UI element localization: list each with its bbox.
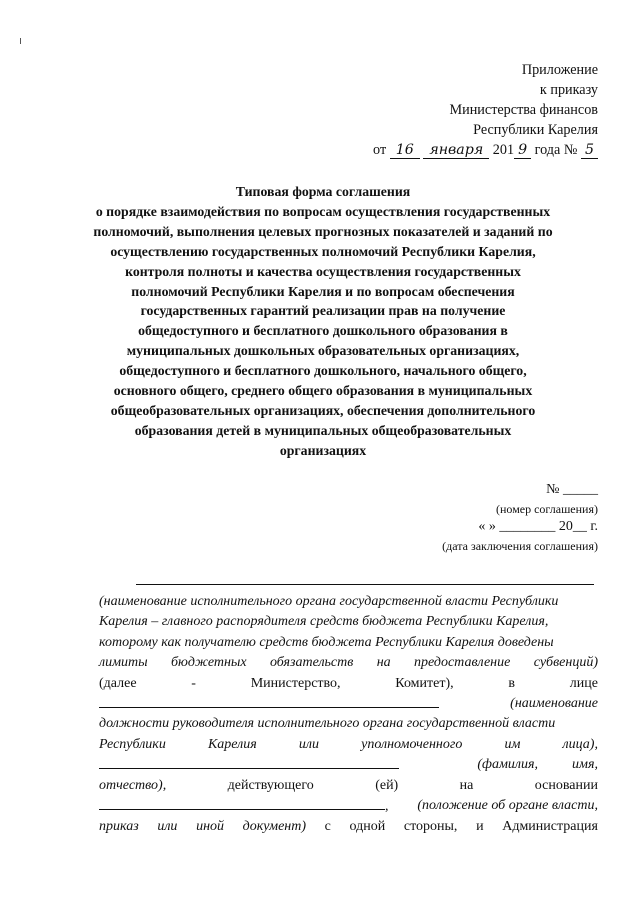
appendix-line: Министерства финансов	[449, 102, 598, 118]
word: стороны,	[403, 819, 458, 835]
word: Республики	[99, 736, 166, 752]
word: с	[324, 819, 331, 835]
scan-artifact	[20, 38, 21, 44]
body-line	[99, 714, 598, 734]
title-line: общеобразовательных организациях, обеспечения дополнительного	[110, 402, 536, 418]
document-title	[78, 182, 568, 461]
text: Карелия – главного распорядителя средств бюджета Республики Карелия,	[99, 614, 549, 630]
title-line: организациях	[279, 442, 367, 458]
word: Администрация	[502, 819, 598, 835]
word: лимиты	[99, 655, 148, 671]
title-line: полномочий, выполнения целевых прогнозных показателей и заданий по	[93, 223, 553, 239]
word: документ)	[242, 819, 307, 835]
appendix-line: к приказу	[539, 82, 598, 98]
word: им	[504, 736, 521, 752]
text: (наименование исполнительного органа государственной власти Республики	[99, 594, 559, 609]
body-line	[99, 674, 598, 694]
word: (фамилия,	[477, 757, 539, 773]
body-line	[99, 592, 598, 612]
word: или	[157, 819, 178, 835]
word: на	[459, 777, 474, 793]
year-prefix: 201	[492, 142, 515, 158]
agreement-date: « » ________ 20__ г.	[478, 519, 598, 534]
body-line	[99, 755, 598, 775]
title-line: Типовая форма соглашения	[235, 184, 411, 199]
word: на	[376, 655, 391, 671]
word: или	[298, 736, 319, 752]
body-line	[99, 817, 598, 837]
text: должности руководителя исполнительного органа государственной власти	[99, 716, 556, 732]
title-line: контроля полноты и качества осуществления государственных	[125, 263, 521, 279]
word: (далее	[99, 675, 137, 691]
text: (положение об органе власти,	[417, 798, 598, 814]
word: приказ	[99, 819, 139, 835]
body-line	[99, 796, 598, 817]
word: одной	[349, 819, 386, 835]
blank-underline	[99, 796, 385, 810]
word: субвенций)	[533, 655, 598, 671]
text: которому как получателю средств бюджета Республики Карелия доведены	[99, 634, 554, 650]
blank-underline	[99, 755, 399, 769]
blank-line	[136, 584, 594, 585]
title-line: полномочий Республики Карелия и по вопросам обеспечения	[131, 283, 515, 299]
word: в	[508, 675, 516, 691]
agreement-number-caption: (номер соглашения)	[496, 502, 598, 516]
word: предоставление	[414, 655, 511, 671]
appendix-line: Республики Карелия	[473, 122, 598, 138]
appendix-line: Приложение	[521, 62, 598, 78]
agreement-date-caption: (дата заключения соглашения)	[442, 539, 598, 553]
word: (ей)	[375, 777, 399, 793]
body-line	[99, 735, 598, 755]
title-line: осуществлению государственных полномочий Республики Карелия,	[110, 243, 536, 259]
word: основании	[534, 777, 598, 793]
word: имя,	[572, 757, 598, 773]
title-line: общедоступного и бесплатного дошкольного образования в	[138, 323, 508, 339]
word: уполномоченного	[361, 736, 463, 752]
body-line	[99, 694, 598, 714]
handwritten-year-digit: 9	[514, 142, 531, 159]
word: бюджетных	[171, 655, 247, 671]
agreement-number: № _____	[546, 482, 598, 497]
word: Карелия	[207, 736, 257, 752]
blank-underline	[99, 694, 439, 708]
word: Комитет),	[395, 675, 454, 691]
year-suffix: года	[534, 142, 561, 158]
number-sign: №	[563, 142, 578, 158]
appendix-header	[373, 60, 598, 160]
word: отчество),	[99, 777, 167, 793]
word: Министерство,	[250, 675, 341, 691]
word: -	[191, 675, 196, 691]
word: действующего	[227, 777, 314, 793]
agreement-body	[99, 592, 598, 838]
order-date-line	[373, 140, 598, 160]
title-line: муниципальных дошкольных образовательных организациях,	[126, 343, 520, 359]
word: лица),	[562, 736, 598, 752]
title-line: основного общего, среднего общего образования в муниципальных	[113, 383, 533, 399]
date-prefix: от	[373, 142, 387, 158]
word: иной	[196, 819, 225, 835]
comma: ,	[385, 799, 389, 815]
text: (наименование	[510, 696, 598, 712]
body-line	[99, 776, 598, 796]
title-line: общедоступного и бесплатного дошкольного, начального общего,	[119, 363, 527, 379]
title-line: государственных гарантий реализации прав на получение	[140, 303, 506, 319]
word: обязательств	[269, 655, 354, 671]
body-line	[99, 612, 598, 632]
handwritten-day: 16	[390, 142, 420, 159]
word: лице	[569, 675, 598, 691]
word: и	[476, 819, 484, 835]
title-line: образования детей в муниципальных общеобразовательных	[134, 422, 512, 438]
handwritten-month: января	[423, 142, 489, 159]
handwritten-order-number: 5	[581, 142, 598, 159]
body-line	[99, 653, 598, 673]
body-line	[99, 633, 598, 653]
title-line: о порядке взаимодействия по вопросам осуществления государственных	[95, 203, 551, 219]
